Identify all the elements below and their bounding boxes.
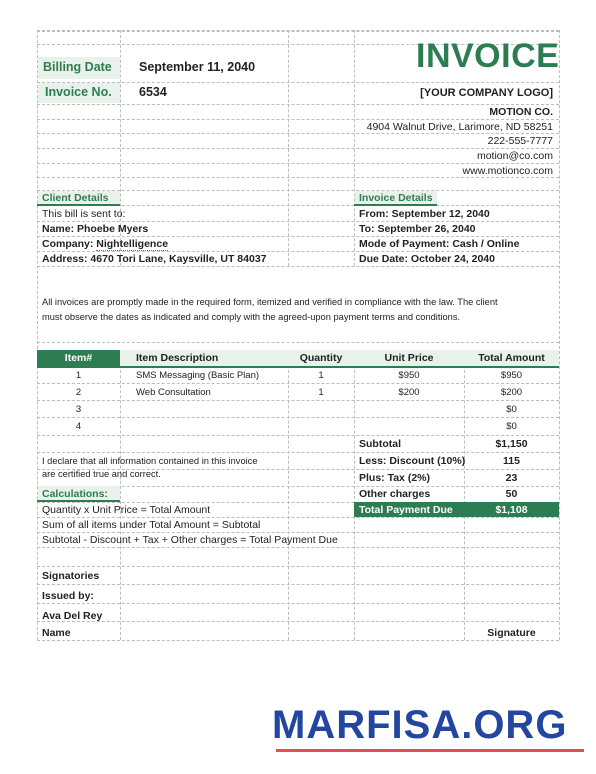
signatories-header: Signatories bbox=[42, 570, 100, 582]
row-1-item-number: 1 bbox=[75, 370, 82, 381]
grid-line bbox=[37, 104, 559, 105]
row-2-unit-price: $200 bbox=[398, 387, 420, 398]
grid-line bbox=[37, 452, 559, 453]
discount-label: Less: Discount (10%) bbox=[359, 455, 466, 467]
client-name: Name: Phoebe Myers bbox=[42, 223, 149, 235]
company-website[interactable]: www.motionco.com bbox=[462, 165, 553, 177]
row-2-quantity: 1 bbox=[318, 387, 324, 398]
subtotal-label: Subtotal bbox=[359, 438, 401, 450]
company-logo-placeholder: [YOUR COMPANY LOGO] bbox=[420, 87, 553, 99]
grid-line bbox=[120, 350, 121, 640]
details-from: From: September 12, 2040 bbox=[359, 208, 490, 220]
row-2-description: Web Consultation bbox=[136, 387, 211, 398]
total-payment-label: Total Payment Due bbox=[359, 504, 453, 516]
other-charges-label: Other charges bbox=[359, 488, 431, 500]
grid-line bbox=[559, 30, 560, 640]
calculation-line-3: Subtotal - Discount + Tax + Other charges = Total Payment Due bbox=[42, 534, 338, 546]
issued-by-label: Issued by: bbox=[42, 590, 94, 602]
grid-line bbox=[37, 400, 559, 401]
grid-line bbox=[37, 640, 559, 641]
invoice-title: INVOICE bbox=[416, 37, 560, 75]
tax-value: 23 bbox=[505, 472, 518, 484]
other-charges-value: 50 bbox=[505, 488, 518, 500]
grid-line bbox=[37, 584, 559, 585]
grid-line bbox=[37, 383, 559, 384]
grid-line bbox=[288, 30, 289, 266]
client-address: Address: 4670 Tori Lane, Kaysville, UT 84037 bbox=[42, 253, 267, 265]
calculation-line-1: Quantity x Unit Price = Total Amount bbox=[42, 504, 211, 516]
client-sent-to: This bill is sent to: bbox=[42, 208, 126, 220]
column-header-item: Item# bbox=[64, 352, 93, 364]
notice-line-1: All invoices are promptly made in the required form, itemized and verified in compliance with the law. The client bbox=[42, 297, 498, 307]
name-label: Name bbox=[42, 627, 71, 639]
grid-line bbox=[37, 417, 559, 418]
calculation-line-2: Sum of all items under Total Amount = Subtotal bbox=[42, 519, 261, 531]
watermark-logo: MARFISA.ORG bbox=[272, 703, 568, 747]
issuer-name: Ava Del Rey bbox=[42, 610, 103, 622]
billing-date-value: September 11, 2040 bbox=[139, 60, 256, 74]
invoice-no-value: 6534 bbox=[139, 85, 167, 99]
client-details-header: Client Details bbox=[42, 192, 109, 204]
signature-label: Signature bbox=[487, 627, 536, 639]
grid-line bbox=[37, 603, 559, 604]
grid-line bbox=[354, 30, 355, 266]
row-4-total: $0 bbox=[506, 421, 517, 432]
grid-line bbox=[37, 30, 559, 32]
grid-line bbox=[37, 566, 559, 567]
subtotal-value: $1,150 bbox=[495, 438, 528, 450]
grid-line bbox=[37, 547, 559, 548]
row-1-total: $950 bbox=[500, 370, 523, 381]
details-payment-mode: Mode of Payment: Cash / Online bbox=[359, 238, 520, 250]
row-1-description: SMS Messaging (Basic Plan) bbox=[136, 370, 260, 381]
row-3-total: $0 bbox=[506, 404, 517, 415]
grid-line bbox=[37, 435, 559, 436]
client-company-name: Nightelligence bbox=[96, 238, 169, 250]
grid-line bbox=[37, 266, 559, 267]
declaration-line-1: I declare that all information contained in this invoice bbox=[42, 456, 258, 466]
row-2-total: $200 bbox=[500, 387, 523, 398]
details-due-date: Due Date: October 24, 2040 bbox=[359, 253, 495, 265]
column-header-unit-price: Unit Price bbox=[384, 352, 434, 364]
invoice-details-header: Invoice Details bbox=[359, 192, 433, 204]
column-header-total: Total Amount bbox=[478, 352, 545, 364]
row-4-item-number: 4 bbox=[75, 421, 82, 432]
total-payment-value: $1,108 bbox=[495, 504, 528, 516]
details-to: To: September 26, 2040 bbox=[359, 223, 476, 235]
notice-line-2: must observe the dates as indicated and comply with the agreed-upon payment terms and conditions. bbox=[42, 312, 461, 322]
row-2-item-number: 2 bbox=[75, 387, 82, 398]
company-email[interactable]: motion@co.com bbox=[476, 150, 553, 162]
tax-label: Plus: Tax (2%) bbox=[359, 472, 430, 484]
column-header-quantity: Quantity bbox=[299, 352, 343, 364]
calculations-header: Calculations: bbox=[42, 488, 108, 500]
declaration-line-2: are certified true and correct. bbox=[42, 469, 161, 479]
client-company bbox=[42, 237, 168, 251]
grid-line bbox=[37, 342, 559, 343]
row-1-unit-price: $950 bbox=[398, 370, 420, 381]
column-header-description: Item Description bbox=[136, 352, 219, 364]
grid-line bbox=[37, 621, 559, 622]
row-3-item-number: 3 bbox=[75, 404, 82, 415]
grid-line bbox=[37, 30, 38, 640]
invoice-no-label: Invoice No. bbox=[45, 85, 112, 99]
watermark-underline bbox=[276, 749, 584, 752]
company-address: 4904 Walnut Drive, Larimore, ND 58251 bbox=[366, 121, 553, 133]
row-1-quantity: 1 bbox=[318, 370, 324, 381]
company-name: MOTION CO. bbox=[489, 106, 553, 118]
table-header-underline bbox=[37, 366, 559, 368]
discount-value: 115 bbox=[503, 455, 520, 467]
client-company-prefix: Company: bbox=[42, 238, 97, 250]
company-phone: 222-555-7777 bbox=[487, 135, 553, 147]
billing-date-label: Billing Date bbox=[43, 60, 112, 74]
